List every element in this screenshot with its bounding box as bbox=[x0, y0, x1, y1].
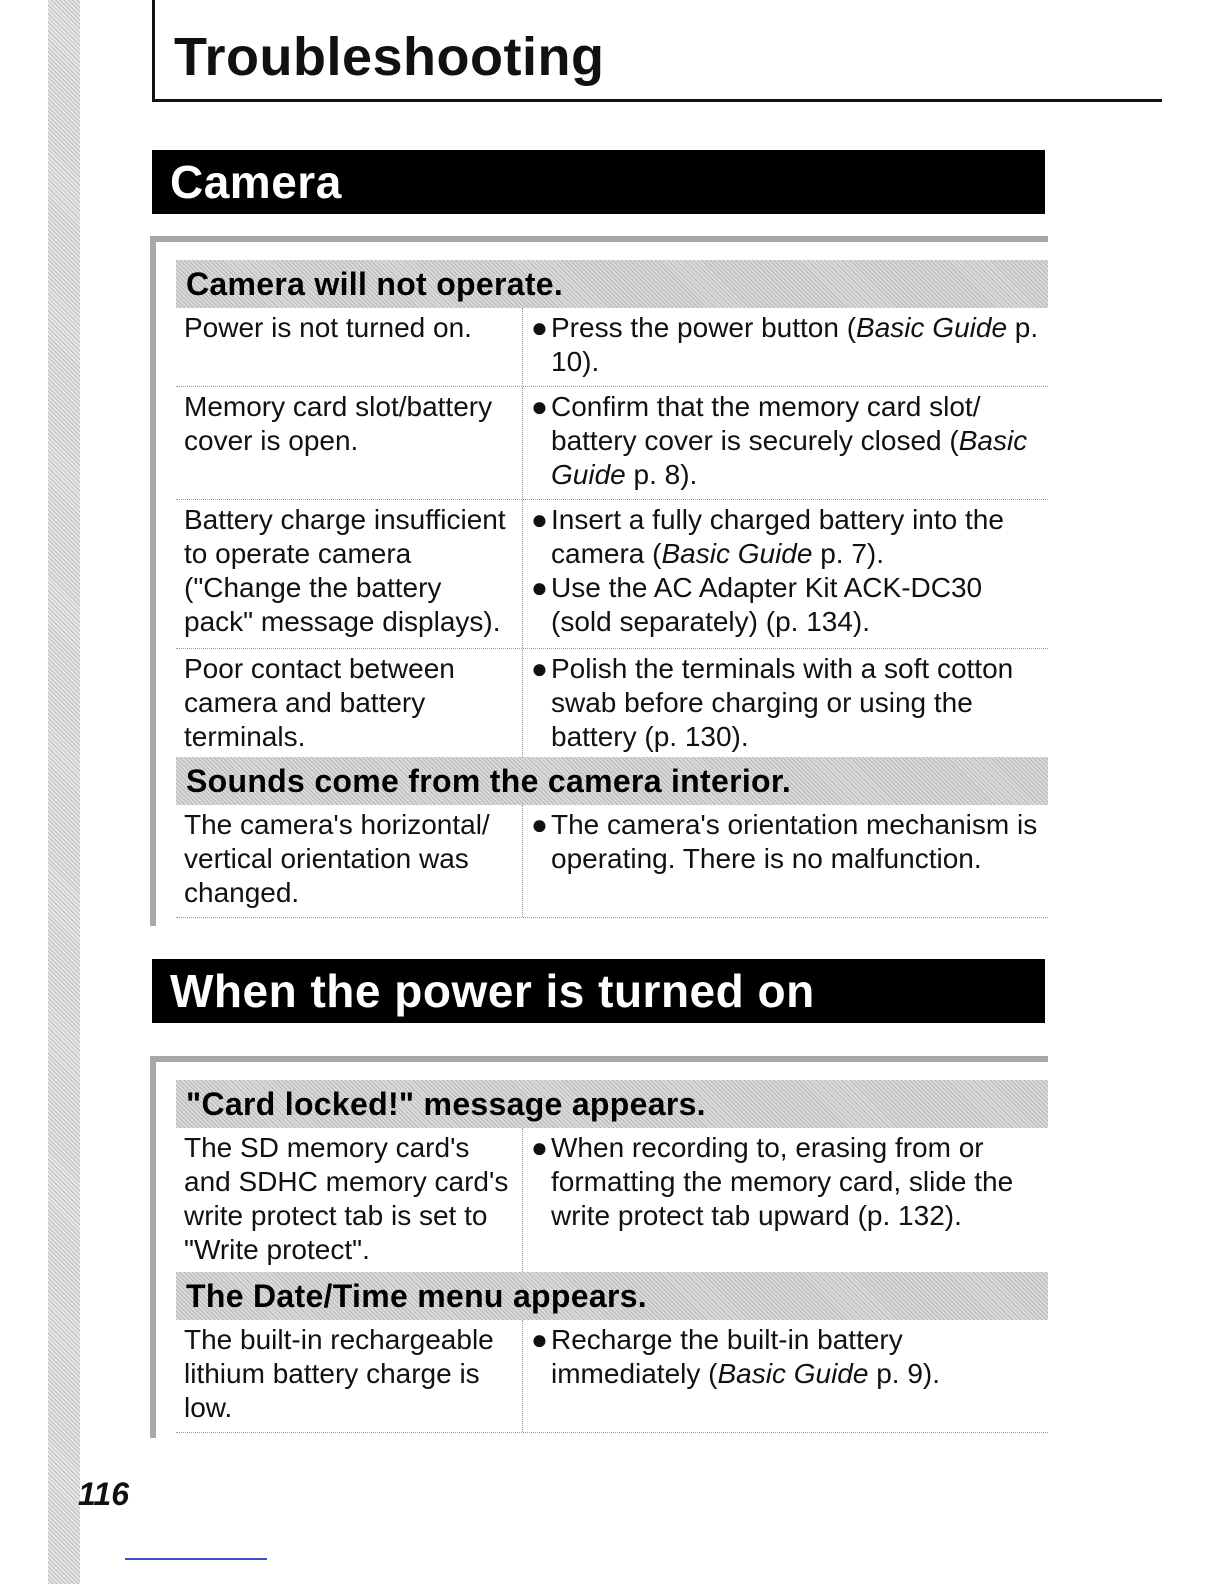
footer-rule bbox=[125, 1558, 267, 1560]
page-number: 116 bbox=[78, 1476, 130, 1512]
page-title: Troubleshooting bbox=[174, 27, 605, 87]
remedy-text: Use the AC Adapter Kit ACK-DC30 (sold separately) (p. 134). bbox=[551, 572, 983, 637]
remedy-cell bbox=[523, 308, 1048, 386]
bullet-icon: ● bbox=[531, 1132, 548, 1163]
subheading: Sounds come from the camera interior. bbox=[176, 757, 1048, 805]
table-row bbox=[176, 500, 1048, 649]
remedy-cell bbox=[523, 649, 1048, 757]
remedy-item bbox=[531, 1323, 1044, 1391]
bullet-icon: ● bbox=[531, 504, 548, 535]
remedy-text: Press the power button ( bbox=[551, 312, 857, 343]
remedy-text: Insert a fully charged battery into the camera ( bbox=[551, 504, 1004, 569]
remedy-item bbox=[531, 1131, 1044, 1233]
remedy-text: Recharge the built-in battery immediately ( bbox=[551, 1324, 903, 1389]
cause-cell: Memory card slot/battery cover is open. bbox=[176, 387, 523, 499]
bullet-icon: ● bbox=[531, 809, 548, 840]
bullet-icon: ● bbox=[531, 391, 548, 422]
remedy-item bbox=[531, 652, 1044, 754]
section-heading-power-on: When the power is turned on bbox=[152, 959, 1045, 1023]
subheading: Camera will not operate. bbox=[176, 260, 1048, 308]
power-on-troubleshooting-block bbox=[150, 1056, 1048, 1438]
remedy-text: Polish the terminals with a soft cotton swab before charging or using the battery (p. 130). bbox=[551, 653, 1014, 752]
table-row bbox=[176, 1320, 1048, 1433]
remedy-cell bbox=[523, 805, 1048, 917]
remedy-item bbox=[531, 808, 1044, 876]
cause-cell: Poor contact between camera and battery terminals. bbox=[176, 649, 523, 757]
remedy-text: Confirm that the memory card slot/ battery cover is securely closed ( bbox=[551, 391, 981, 456]
remedy-item bbox=[531, 571, 1044, 639]
cause-cell: The built-in rechargeable lithium battery charge is low. bbox=[176, 1320, 523, 1432]
section-heading-camera: Camera bbox=[152, 150, 1045, 214]
remedy-text: p. 9). bbox=[868, 1358, 941, 1389]
side-tab-strip bbox=[48, 0, 80, 1584]
remedy-guide-reference: Basic Guide bbox=[661, 538, 813, 569]
remedy-item bbox=[531, 503, 1044, 571]
bullet-icon: ● bbox=[531, 312, 548, 343]
remedy-guide-reference: Basic Guide bbox=[551, 425, 1028, 490]
remedy-text: p. 7). bbox=[812, 538, 885, 569]
cause-cell: The SD memory card's and SDHC memory card's write protect tab is set to "Write protect". bbox=[176, 1128, 523, 1272]
subheading: The Date/Time menu appears. bbox=[176, 1272, 1048, 1320]
table-row bbox=[176, 387, 1048, 500]
remedy-item bbox=[531, 390, 1044, 492]
remedy-cell bbox=[523, 1128, 1048, 1272]
remedy-cell bbox=[523, 387, 1048, 499]
table-row bbox=[176, 1128, 1048, 1272]
camera-troubleshooting-block bbox=[150, 236, 1048, 926]
subheading: "Card locked!" message appears. bbox=[176, 1080, 1048, 1128]
remedy-guide-reference: Basic Guide bbox=[717, 1358, 869, 1389]
bullet-icon: ● bbox=[531, 1324, 548, 1355]
cause-cell: Battery charge insufficient to operate camera ("Change the battery pack" message displays). bbox=[176, 500, 523, 648]
remedy-guide-reference: Basic Guide bbox=[856, 312, 1008, 343]
remedy-text: The camera's orientation mechanism is operating. There is no malfunction. bbox=[551, 809, 1038, 874]
cause-cell: Power is not turned on. bbox=[176, 308, 523, 386]
remedy-text: p. 8). bbox=[625, 459, 698, 490]
table-row bbox=[176, 308, 1048, 387]
remedy-cell bbox=[523, 500, 1048, 648]
bullet-icon: ● bbox=[531, 653, 548, 684]
table-row bbox=[176, 805, 1048, 918]
bullet-icon: ● bbox=[531, 572, 548, 603]
table-row bbox=[176, 649, 1048, 757]
remedy-item bbox=[531, 311, 1044, 379]
remedy-text: p. 10). bbox=[551, 312, 1039, 377]
remedy-text: When recording to, erasing from or formatting the memory card, slide the write protect tab upward (p. 132). bbox=[551, 1132, 1014, 1231]
remedy-cell bbox=[523, 1320, 1048, 1432]
cause-cell: The camera's horizontal/ vertical orientation was changed. bbox=[176, 805, 523, 917]
